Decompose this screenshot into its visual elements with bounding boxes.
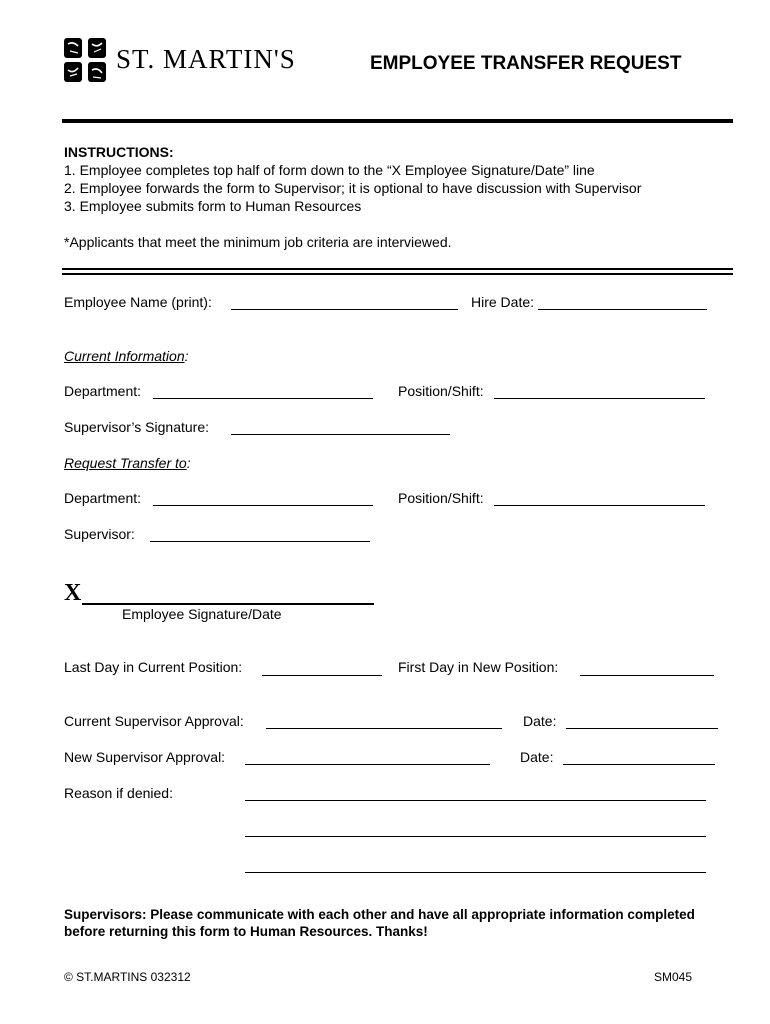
new-approval-label: New Supervisor Approval:	[64, 749, 226, 765]
section-divider	[62, 273, 733, 275]
employee-signature-caption: Employee Signature/Date	[122, 606, 282, 622]
last-day-label: Last Day in Current Position:	[64, 659, 243, 675]
supervisor-signature-field[interactable]	[231, 434, 450, 435]
reason-denied-line-3[interactable]	[245, 872, 706, 873]
current-approval-date-field[interactable]	[566, 728, 718, 729]
current-position-field[interactable]	[494, 398, 705, 399]
instruction-step: 2. Employee forwards the form to Supervisor; it is optional to have discussion with Supervisor	[64, 180, 642, 196]
employee-signature-field[interactable]	[82, 603, 374, 605]
copyright-text: © ST.MARTINS 032312	[64, 970, 191, 984]
instruction-step: 3. Employee submits form to Human Resources	[64, 198, 362, 214]
top-divider	[62, 119, 733, 123]
brand-name: ST. MARTIN'S	[116, 44, 296, 74]
new-supervisor-field[interactable]	[150, 541, 370, 542]
new-supervisor-label: Supervisor:	[64, 526, 135, 542]
reason-denied-label: Reason if denied:	[64, 785, 173, 801]
first-day-field[interactable]	[580, 675, 714, 676]
supervisors-notice: Supervisors: Please communicate with each other and have all appropriate information completed before returning this form to Human Resources. Thanks!	[64, 907, 695, 939]
new-approval-date-label: Date:	[520, 749, 554, 765]
form-title: EMPLOYEE TRANSFER REQUEST	[370, 53, 682, 74]
first-day-label: First Day in New Position:	[398, 659, 559, 675]
current-approval-label: Current Supervisor Approval:	[64, 713, 244, 729]
new-department-field[interactable]	[153, 505, 373, 506]
new-approval-field[interactable]	[245, 764, 490, 765]
current-info-heading: Current Information:	[64, 348, 189, 364]
reason-denied-line-2[interactable]	[245, 836, 706, 837]
request-transfer-heading: Request Transfer to:	[64, 455, 191, 471]
current-position-label: Position/Shift:	[398, 383, 484, 399]
employee-name-label: Employee Name (print):	[64, 294, 212, 310]
last-day-field[interactable]	[262, 675, 382, 676]
new-department-label: Department:	[64, 490, 142, 506]
st-martins-logo-icon	[62, 36, 108, 84]
instruction-step: 1. Employee completes top half of form down to the “X Employee Signature/Date” line	[64, 162, 595, 178]
new-approval-date-field[interactable]	[563, 764, 715, 765]
current-department-field[interactable]	[153, 398, 373, 399]
form-code: SM045	[654, 970, 693, 984]
signature-x-mark: X	[64, 580, 82, 606]
employee-name-field[interactable]	[231, 309, 458, 310]
reason-denied-line-1[interactable]	[245, 800, 706, 801]
new-position-field[interactable]	[494, 505, 705, 506]
interview-note: *Applicants that meet the minimum job criteria are interviewed.	[64, 234, 452, 250]
instructions-heading: INSTRUCTIONS:	[64, 144, 174, 160]
new-position-label: Position/Shift:	[398, 490, 484, 506]
supervisor-signature-label: Supervisor’s Signature:	[64, 419, 210, 435]
section-divider	[62, 268, 733, 270]
current-approval-field[interactable]	[266, 728, 502, 729]
current-approval-date-label: Date:	[523, 713, 557, 729]
current-department-label: Department:	[64, 383, 142, 399]
hire-date-field[interactable]	[538, 309, 707, 310]
hire-date-label: Hire Date:	[471, 294, 535, 310]
